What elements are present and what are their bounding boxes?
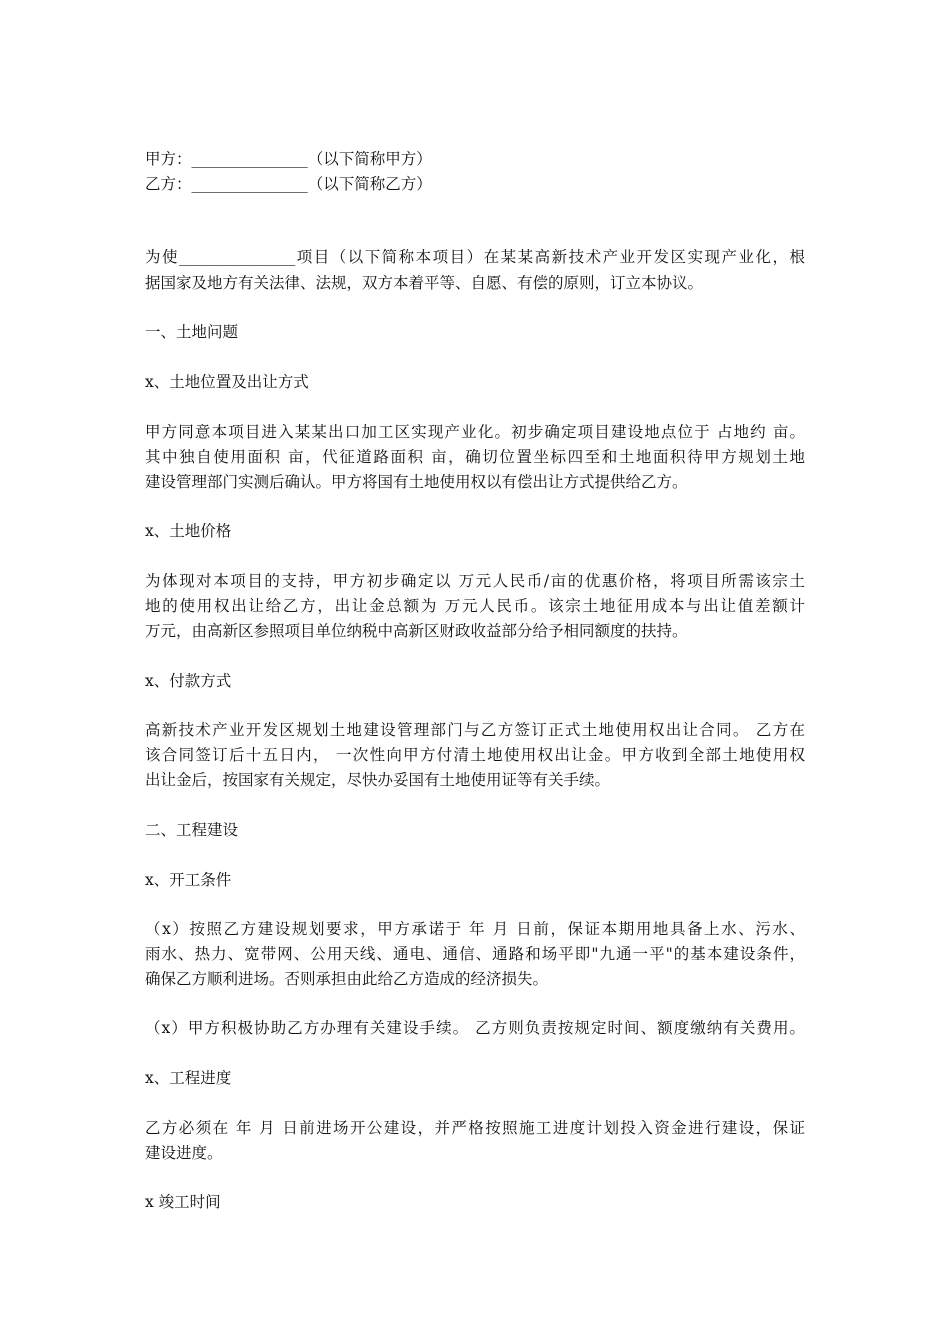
clause-line: 高新技术产业开发区规划土地建设管理部门与乙方签订正式土地使用权出让合同。 乙方在 bbox=[145, 721, 805, 739]
preamble-line: 为使_______________项目（以下简称本项目）在某某高新技术产业开发区实现产业化，根 bbox=[145, 248, 805, 266]
party-b-line: 乙方：_______________（以下简称乙方） bbox=[145, 175, 432, 193]
section-heading: 一、土地问题 bbox=[145, 323, 239, 341]
clause-heading: x、工程进度 bbox=[145, 1069, 232, 1087]
clause-heading: x、土地价格 bbox=[145, 522, 232, 540]
clause-line: 出让金后，按国家有关规定，尽快办妥国有土地使用证等有关手续。 bbox=[145, 771, 611, 789]
clause-line: 万元，由高新区参照项目单位纳税中高新区财政收益部分给予相同额度的扶持。 bbox=[145, 622, 688, 640]
clause-line: 该合同签订后十五日内， 一次性向甲方付清土地使用权出让金。甲方收到全部土地使用权 bbox=[145, 746, 805, 764]
clause-line: 建设进度。 bbox=[145, 1144, 223, 1162]
clause-line: 甲方同意本项目进入某某出口加工区实现产业化。初步确定项目建设地点位于 占地约 亩。 bbox=[145, 423, 805, 441]
clause-line: 其中独自使用面积 亩，代征道路面积 亩，确切位置坐标四至和土地面积待甲方规划土地 bbox=[145, 448, 805, 466]
clause-line: （x）甲方积极协助乙方办理有关建设手续。 乙方则负责按规定时间、额度缴纳有关费用。 bbox=[145, 1019, 805, 1037]
section-heading: 二、工程建设 bbox=[145, 821, 239, 839]
party-a-line: 甲方：_______________（以下简称甲方） bbox=[145, 150, 432, 168]
clause-line: 乙方必须在 年 月 日前进场开公建设，并严格按照施工进度计划投入资金进行建设，保证 bbox=[145, 1119, 805, 1137]
clause-heading: x、土地位置及出让方式 bbox=[145, 373, 309, 391]
clause-heading: x、付款方式 bbox=[145, 672, 232, 690]
clause-heading: x 竣工时间 bbox=[145, 1193, 221, 1211]
clause-line: 建设管理部门实测后确认。甲方将国有土地使用权以有偿出让方式提供给乙方。 bbox=[145, 473, 688, 491]
clause-heading: x、开工条件 bbox=[145, 871, 232, 889]
preamble-line: 据国家及地方有关法律、法规，双方本着平等、自愿、有偿的原则，订立本协议。 bbox=[145, 274, 704, 292]
clause-line: 确保乙方顺利进场。否则承担由此给乙方造成的经济损失。 bbox=[145, 970, 549, 988]
clause-line: 地的使用权出让给乙方，出让金总额为 万元人民币。该宗土地征用成本与出让值差额计 bbox=[145, 597, 805, 615]
clause-line: 为体现对本项目的支持，甲方初步确定以 万元人民币/亩的优惠价格，将项目所需该宗土 bbox=[145, 572, 805, 590]
clause-line: 雨水、热力、宽带网、公用天线、通电、通信、通路和场平即"九通一平"的基本建设条件， bbox=[145, 945, 805, 963]
clause-line: （x）按照乙方建设规划要求，甲方承诺于 年 月 日前，保证本期用地具备上水、污水、 bbox=[145, 920, 805, 938]
